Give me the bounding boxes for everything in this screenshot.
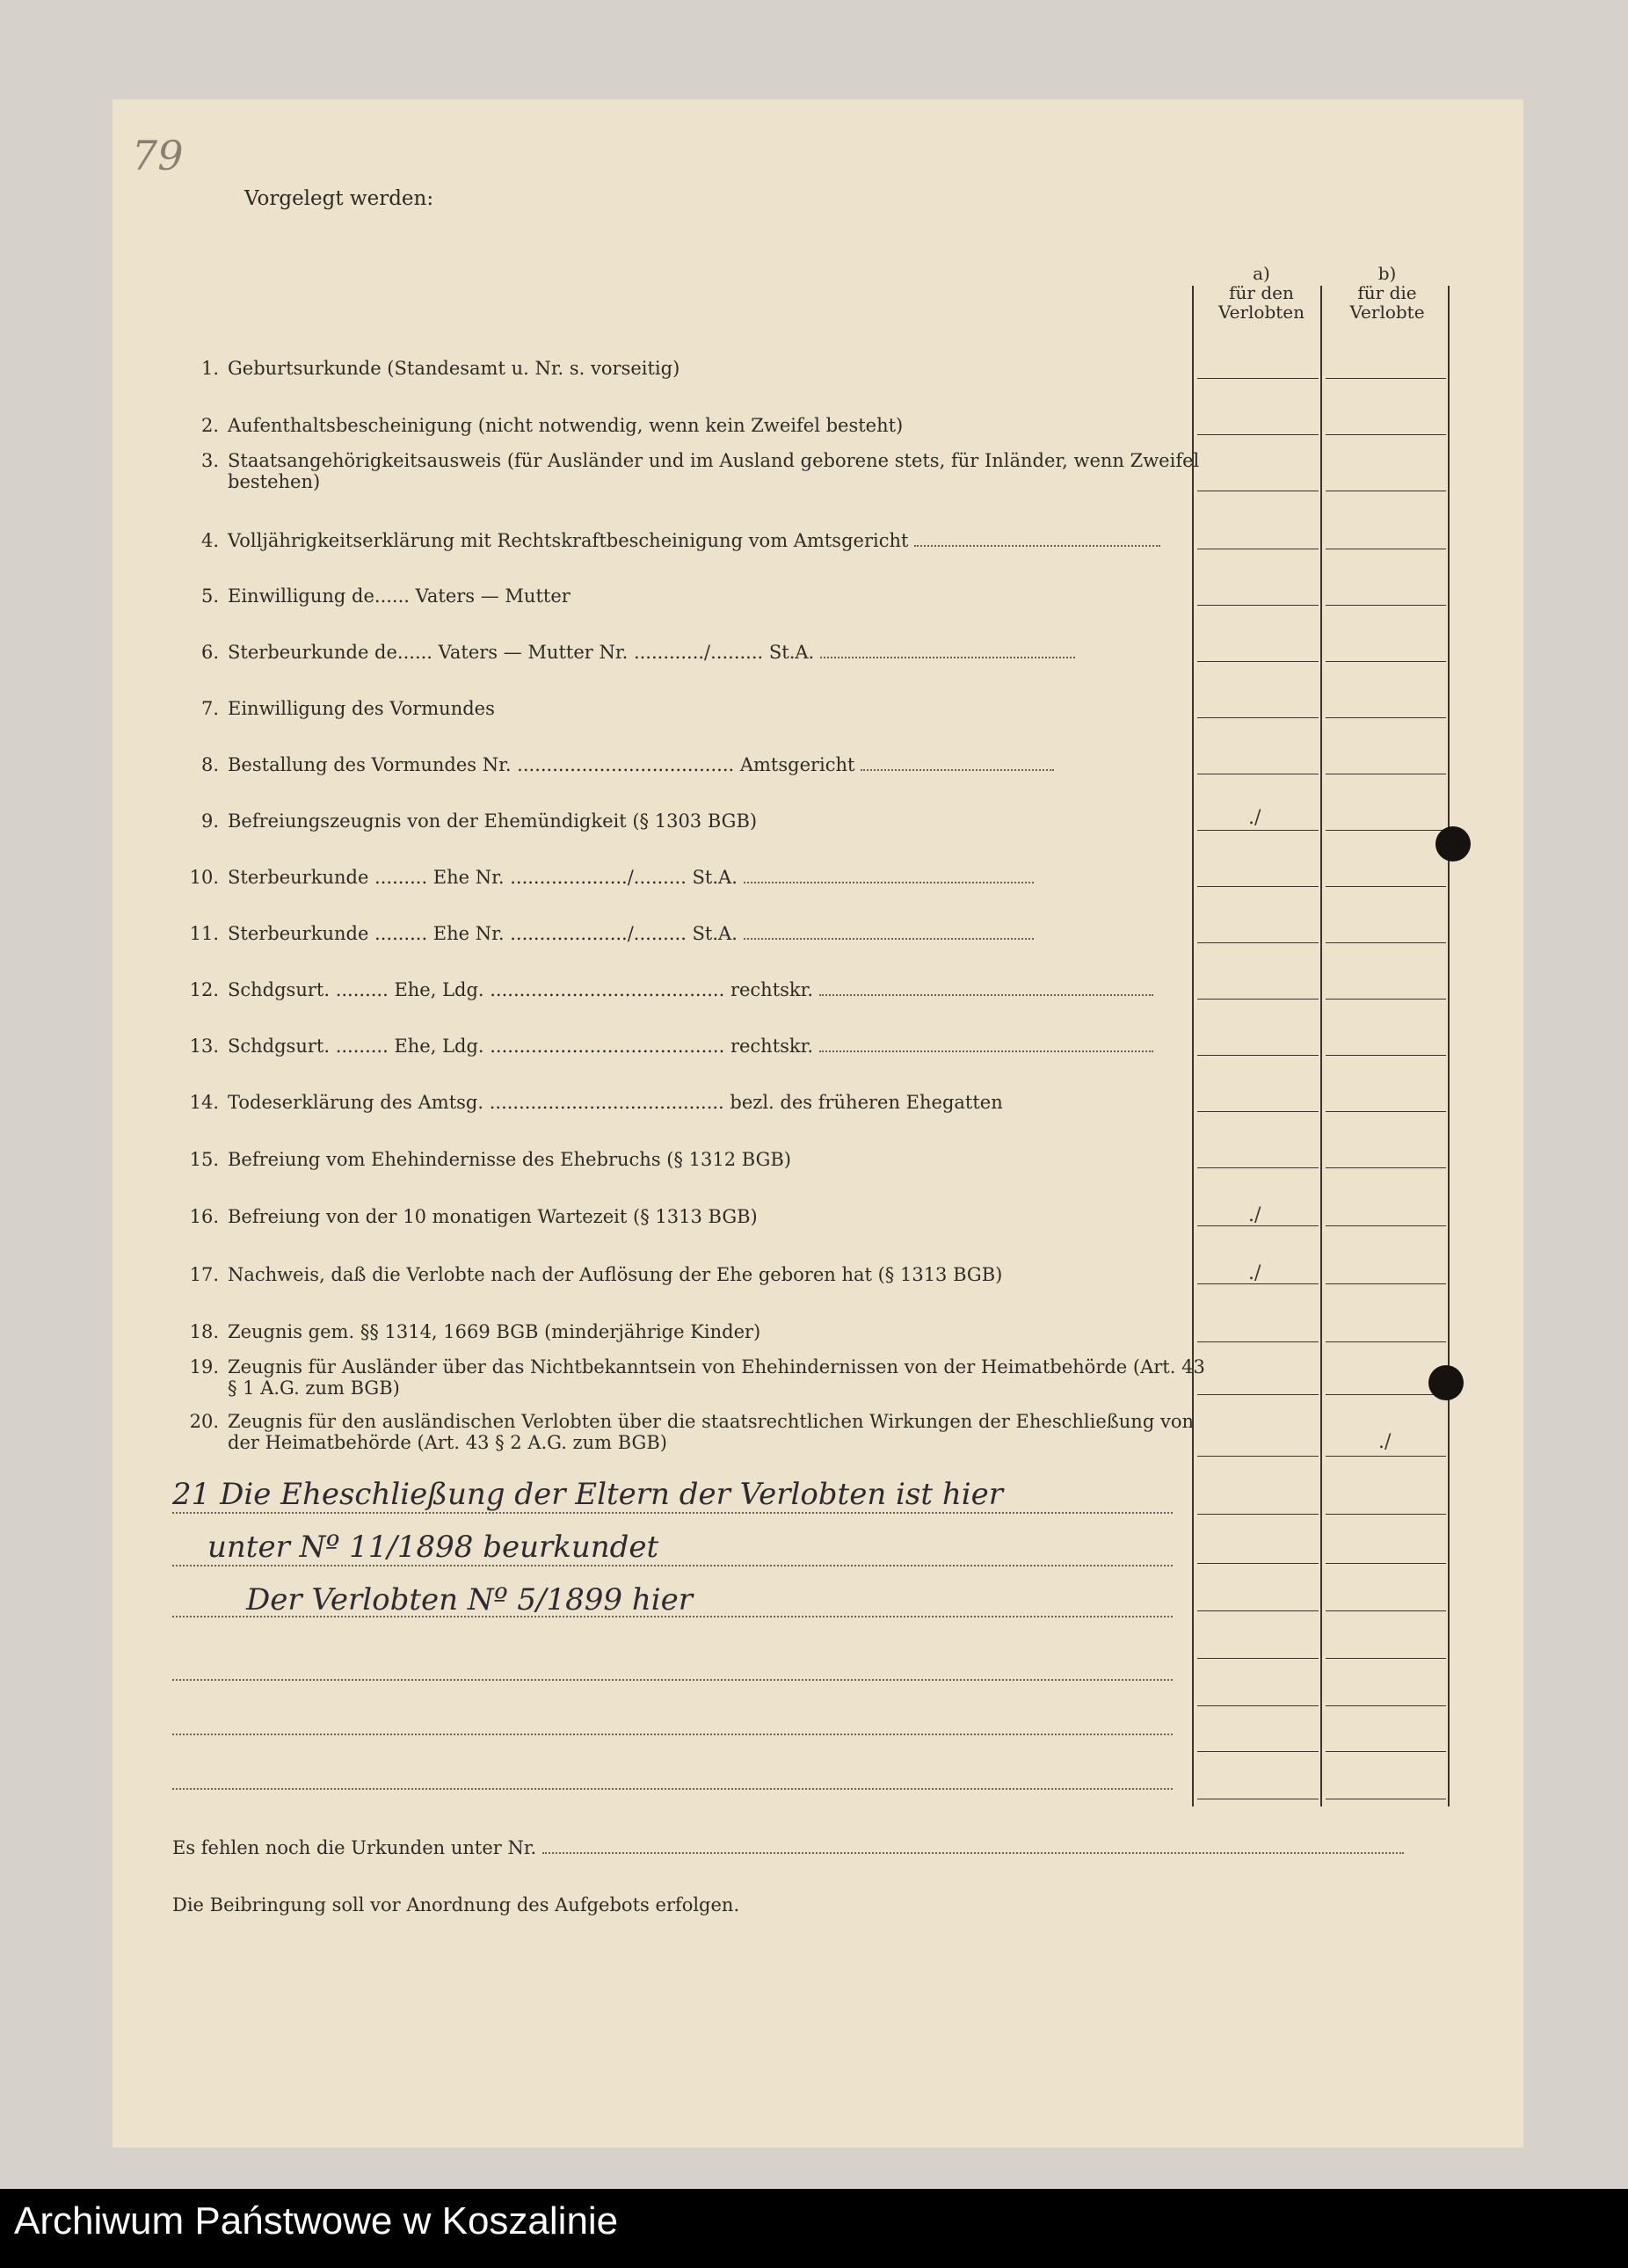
item-number: 6. (200, 642, 219, 663)
list-item (189, 1321, 1174, 1342)
entry-line (1326, 1514, 1446, 1515)
list-item (189, 923, 1174, 944)
item-text: Bestallung des Vormundes Nr. ..................................... Amtsgericht (228, 754, 855, 775)
entry-line (1326, 1705, 1446, 1706)
entry-line (1326, 999, 1446, 1000)
item-text: Befreiung von der 10 monatigen Wartezeit (§ 1313 BGB) (228, 1206, 758, 1227)
list-item (189, 754, 1174, 775)
list-item (189, 811, 1174, 832)
list-item (189, 450, 1212, 492)
list-item (189, 415, 1174, 436)
heading: Vorgelegt werden: (244, 187, 434, 210)
entry-line (1326, 886, 1446, 887)
column-b-line-2: für die (1357, 282, 1417, 303)
dotted-line (172, 1734, 1173, 1735)
entry-line (1197, 378, 1319, 379)
entry-line (1197, 1111, 1319, 1112)
column-a-line-2: für den (1229, 282, 1294, 303)
punch-hole (1435, 826, 1471, 861)
item-text: Sterbeurkunde ......... Ehe Nr. ..................../......... St.A. (228, 867, 738, 888)
item-text: Einwilligung des Vormundes (228, 698, 495, 719)
footer-note: Die Beibringung soll vor Anordnung des Aufgebots erfolgen. (172, 1894, 740, 1915)
entry-line (1326, 1111, 1446, 1112)
entry-line (1197, 1705, 1319, 1706)
item-number: 4. (200, 530, 219, 551)
list-item (189, 979, 1174, 1000)
item-text: Todeserklärung des Amtsg. ........................................ bezl. des früheren Ehegatten (228, 1092, 1003, 1113)
item-text: Schdgsurt. ......... Ehe, Ldg. ........................................ rechtskr. (228, 1036, 814, 1057)
item-number: 1. (200, 358, 219, 379)
list-item (189, 358, 1174, 379)
entry-line (1326, 434, 1446, 435)
item-number: 9. (200, 811, 219, 832)
item-number: 15. (189, 1149, 219, 1170)
entry-line (1326, 1751, 1446, 1752)
item-number: 11. (189, 923, 219, 944)
dotted-fill (744, 868, 1034, 883)
entry-line (1197, 717, 1319, 718)
item-text: Schdgsurt. ......... Ehe, Ldg. ........................................ rechtskr. (228, 979, 814, 1000)
item-text: Volljährigkeitserklärung mit Rechtskraftbescheinigung vom Amtsgericht (228, 530, 909, 551)
item-number: 19. (189, 1356, 219, 1378)
entry-line (1197, 661, 1319, 662)
column-b-line-3: Verlobte (1349, 302, 1425, 323)
entry-line (1197, 434, 1319, 435)
entry-line (1197, 942, 1319, 943)
check-mark: ./ (1248, 807, 1261, 829)
entry-line (1197, 1456, 1319, 1457)
entry-line (1326, 1658, 1446, 1659)
entry-line (1197, 1167, 1319, 1168)
item-number: 17. (189, 1264, 219, 1285)
entry-line (1326, 1610, 1446, 1611)
item-text: Sterbeurkunde ......... Ehe Nr. ..................../......... St.A. (228, 923, 738, 944)
column-b-line-1: b) (1377, 263, 1397, 284)
item-number: 20. (189, 1411, 219, 1432)
dotted-line (172, 1512, 1173, 1514)
list-item (189, 1036, 1174, 1057)
entry-line (1326, 1167, 1446, 1168)
entry-line (1326, 1055, 1446, 1056)
entry-line (1326, 1456, 1446, 1457)
list-item (189, 1206, 1174, 1227)
entry-line (1326, 605, 1446, 606)
dotted-fill (819, 1036, 1153, 1052)
entry-line (1197, 1610, 1319, 1611)
dotted-line (172, 1565, 1173, 1567)
item-number: 3. (200, 450, 219, 471)
dotted-fill (744, 924, 1034, 940)
dotted-fill (820, 643, 1075, 658)
item-number: 12. (189, 979, 219, 1000)
dotted-fill (542, 1838, 1404, 1854)
entry-line (1326, 1341, 1446, 1342)
list-item (189, 867, 1174, 888)
list-item (189, 1411, 1212, 1453)
item-number: 18. (189, 1321, 219, 1342)
item-number: 7. (200, 698, 219, 719)
dotted-line (172, 1788, 1173, 1790)
item-number: 14. (189, 1092, 219, 1113)
check-mark: ./ (1378, 1431, 1392, 1453)
check-mark: ./ (1248, 1262, 1261, 1284)
column-divider (1448, 286, 1450, 1806)
list-item (189, 1092, 1174, 1113)
item-text: Aufenthaltsbescheinigung (nicht notwendig, wenn kein Zweifel besteht) (228, 415, 904, 436)
entry-line (1326, 717, 1446, 718)
handwritten-note: Der Verlobten Nº 5/1899 hier (246, 1582, 693, 1617)
dotted-fill (819, 980, 1153, 996)
column-header-a (1200, 264, 1323, 322)
entry-line (1197, 830, 1319, 831)
item-text: Geburtsurkunde (Standesamt u. Nr. s. vorseitig) (228, 358, 680, 379)
list-item (189, 530, 1174, 551)
entry-line (1326, 378, 1446, 379)
item-number: 2. (200, 415, 219, 436)
list-item (189, 1149, 1174, 1170)
item-number: 16. (189, 1206, 219, 1227)
column-a-line-1: a) (1253, 263, 1270, 284)
entry-line (1197, 1563, 1319, 1564)
item-text: Befreiungszeugnis von der Ehemündigkeit (§ 1303 BGB) (228, 811, 758, 832)
item-text: Sterbeurkunde de...... Vaters — Mutter Nr. ............/......... St.A. (228, 642, 815, 663)
column-divider (1320, 286, 1322, 1806)
column-a-line-3: Verlobten (1218, 302, 1305, 323)
item-text: Zeugnis für den ausländischen Verlobten über die staatsrechtlichen Wirkungen der Eheschließung von der Heimatbehörde (Art. 43 § 2 A.G. zum BGB) (228, 1411, 1194, 1453)
entry-line (1326, 1394, 1446, 1395)
item-number: 10. (189, 867, 219, 888)
missing-documents-line (172, 1837, 1404, 1858)
entry-line (1326, 1225, 1446, 1226)
entry-line (1197, 1341, 1319, 1342)
handwritten-note: unter Nº 11/1898 beurkundet (207, 1530, 659, 1565)
list-item (189, 698, 1174, 719)
entry-line (1197, 1751, 1319, 1752)
item-number: 8. (200, 754, 219, 775)
entry-line (1326, 942, 1446, 943)
item-text: Staatsangehörigkeitsausweis (für Ausländer und im Ausland geborene stets, für Inländer, wenn Zweifel bestehen) (228, 450, 1200, 492)
list-item (189, 642, 1174, 663)
entry-line (1326, 661, 1446, 662)
item-text: Befreiung vom Ehehindernisse des Ehebruchs (§ 1312 BGB) (228, 1149, 791, 1170)
item-number: 13. (189, 1036, 219, 1057)
check-mark: ./ (1248, 1204, 1261, 1226)
column-divider (1192, 286, 1194, 1806)
list-item (189, 585, 1174, 607)
dotted-fill (861, 755, 1054, 771)
entry-line (1326, 1563, 1446, 1564)
archive-label: Archiwum Państwowe w Koszalinie (14, 2199, 619, 2243)
entry-line (1326, 1283, 1446, 1284)
list-item (189, 1356, 1212, 1399)
item-text: Einwilligung de...... Vaters — Mutter (228, 585, 571, 607)
list-item (189, 1264, 1174, 1285)
column-header-b (1326, 264, 1449, 322)
entry-line (1197, 1394, 1319, 1395)
entry-line (1197, 1658, 1319, 1659)
item-text: Nachweis, daß die Verlobte nach der Auflösung der Ehe geboren hat (§ 1313 BGB) (228, 1264, 1003, 1285)
item-text: Zeugnis für Ausländer über das Nichtbekanntsein von Ehehindernissen von der Heimatbehörde (Art. 43 § 1 A.G. zum BGB) (228, 1356, 1205, 1399)
item-text: Zeugnis gem. §§ 1314, 1669 BGB (minderjährige Kinder) (228, 1321, 761, 1342)
entry-line (1326, 830, 1446, 831)
entry-line (1197, 1055, 1319, 1056)
punch-hole (1428, 1365, 1464, 1400)
entry-line (1197, 605, 1319, 606)
item-number: 5. (200, 585, 219, 607)
entry-line (1197, 886, 1319, 887)
page-number: 79 (132, 132, 184, 179)
entry-line (1197, 999, 1319, 1000)
dotted-fill (914, 531, 1160, 547)
missing-documents-label: Es fehlen noch die Urkunden unter Nr. (172, 1837, 537, 1858)
entry-line (1197, 1514, 1319, 1515)
dotted-line (172, 1679, 1173, 1681)
handwritten-note: 21 Die Eheschließung der Eltern der Verlobten ist hier (172, 1477, 1003, 1512)
